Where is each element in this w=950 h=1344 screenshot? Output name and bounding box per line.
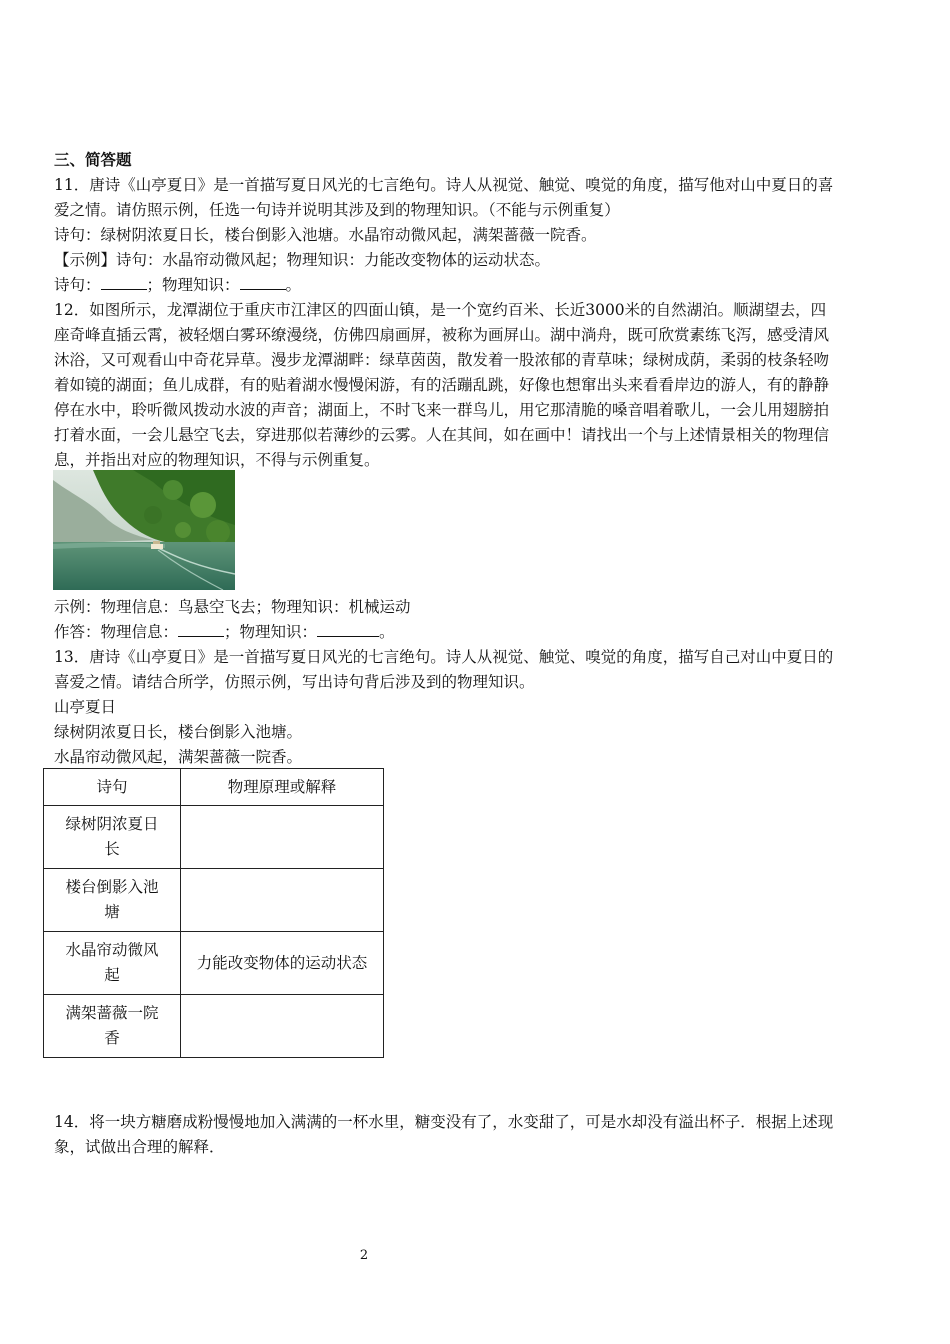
q13-poem-line-1: 绿树阴浓夏日长，楼台倒影入池塘。 — [54, 723, 303, 741]
q12-answer-label: 作答：物理信息： — [54, 623, 179, 641]
table-cell-answer[interactable] — [181, 869, 384, 932]
table-header-principle: 物理原理或解释 — [181, 769, 384, 806]
table-row — [44, 869, 384, 932]
q11-answer-end: 。 — [285, 276, 302, 294]
q12-line-5: 停在水中，聆听微风拨动水波的声音；湖面上，不时飞来一群鸟儿，用它那清脆的嗓音唱着歌儿，一会儿用翅膀拍 — [54, 401, 830, 419]
table-cell-answer[interactable] — [181, 806, 384, 869]
q12-line-7: 息，并指出对应的物理知识，不得与示例重复。 — [54, 451, 380, 469]
table-cell-poem: 水晶帘动微风 起 — [44, 932, 181, 995]
table-row — [44, 995, 384, 1058]
table-header-poem: 诗句 — [44, 769, 181, 806]
q11-answer-line — [54, 275, 894, 295]
q13-poem-title: 山亭夏日 — [54, 698, 117, 716]
q12-answer-mid: ；物理知识： — [224, 623, 318, 641]
q11-blank-poem[interactable] — [101, 275, 147, 290]
q13-answer-table — [43, 768, 384, 1058]
q14-line-1: 14．将一块方糖磨成粉慢慢地加入满满的一杯水里，糖变没有了，水变甜了，可是水却没有溢出杯子．根据上述现 — [54, 1113, 834, 1131]
q11-answer-mid: ；物理知识： — [146, 276, 240, 294]
table-cell-answer: 力能改变物体的运动状态 — [181, 932, 384, 995]
q12-line-4: 着如镜的湖面；鱼儿成群，有的贴着湖水慢慢闲游，有的活蹦乱跳，好像也想窜出头来看看岸边的游人，有的静静 — [54, 376, 830, 394]
table-cell-poem: 绿树阴浓夏日 长 — [44, 806, 181, 869]
q13-line-1: 13．唐诗《山亭夏日》是一首描写夏日风光的七言绝句。诗人从视觉、触觉、嗅觉的角度，描写自己对山中夏日的 — [54, 648, 834, 666]
q12-blank-knowledge[interactable] — [317, 622, 379, 637]
q12-answer-end: 。 — [379, 623, 395, 641]
table-cell-answer[interactable] — [181, 995, 384, 1058]
table-row — [44, 806, 384, 869]
page-number: 2 — [359, 1248, 369, 1263]
q12-example: 示例：物理信息：鸟悬空飞去；物理知识：机械运动 — [54, 598, 411, 616]
q13-line-2: 喜爱之情。请结合所学，仿照示例，写出诗句背后涉及到的物理知识。 — [54, 673, 535, 691]
table-cell-poem: 满架蔷薇一院 香 — [44, 995, 181, 1058]
q11-line-2: 爱之情。请仿照示例，任选一句诗并说明其涉及到的物理知识。（不能与示例重复） — [54, 201, 620, 219]
q14-line-2: 象，试做出合理的解释． — [54, 1138, 225, 1156]
q12-line-6: 打着水面，一会儿悬空飞去，穿进那似若薄纱的云雾。人在其间，如在画中！请找出一个与上述情景相关的物理信 — [54, 426, 830, 444]
q12-answer-line — [54, 622, 894, 642]
q11-line-1: 11．唐诗《山亭夏日》是一首描写夏日风光的七言绝句。诗人从视觉、触觉、嗅觉的角度，描写他对山中夏日的喜 — [54, 176, 834, 194]
lake-photo — [53, 470, 235, 590]
table-cell-poem: 楼台倒影入池 塘 — [44, 869, 181, 932]
q11-example: 【示例】诗句：水晶帘动微风起；物理知识：力能改变物体的运动状态。 — [54, 251, 551, 269]
table-row — [44, 932, 384, 995]
q11-answer-label: 诗句： — [54, 276, 101, 294]
q11-blank-knowledge[interactable] — [240, 275, 286, 290]
q12-line-1: 12．如图所示，龙潭湖位于重庆市江津区的四面山镇，是一个宽约百米、长近3000米的自然湖泊。顺湖望去，四 — [54, 301, 827, 319]
q13-poem-line-2: 水晶帘动微风起，满架蔷薇一院香。 — [54, 748, 303, 766]
q12-line-2: 座奇峰直插云霄，被轻烟白雾环缭漫绕，仿佛四扇画屏，被称为画屏山。湖中淌舟，既可欣赏素练飞泻，感受清风 — [54, 326, 830, 344]
table-header-row — [44, 769, 384, 806]
section-title: 三、简答题 — [54, 150, 132, 169]
q12-blank-info[interactable] — [178, 622, 224, 637]
q12-line-3: 沐浴，又可观看山中奇花异草。漫步龙潭湖畔：绿草茵茵，散发着一股浓郁的青草味；绿树成荫，柔弱的枝条轻吻 — [54, 351, 830, 369]
q11-poem: 诗句：绿树阴浓夏日长，楼台倒影入池塘。水晶帘动微风起，满架蔷薇一院香。 — [54, 226, 597, 244]
